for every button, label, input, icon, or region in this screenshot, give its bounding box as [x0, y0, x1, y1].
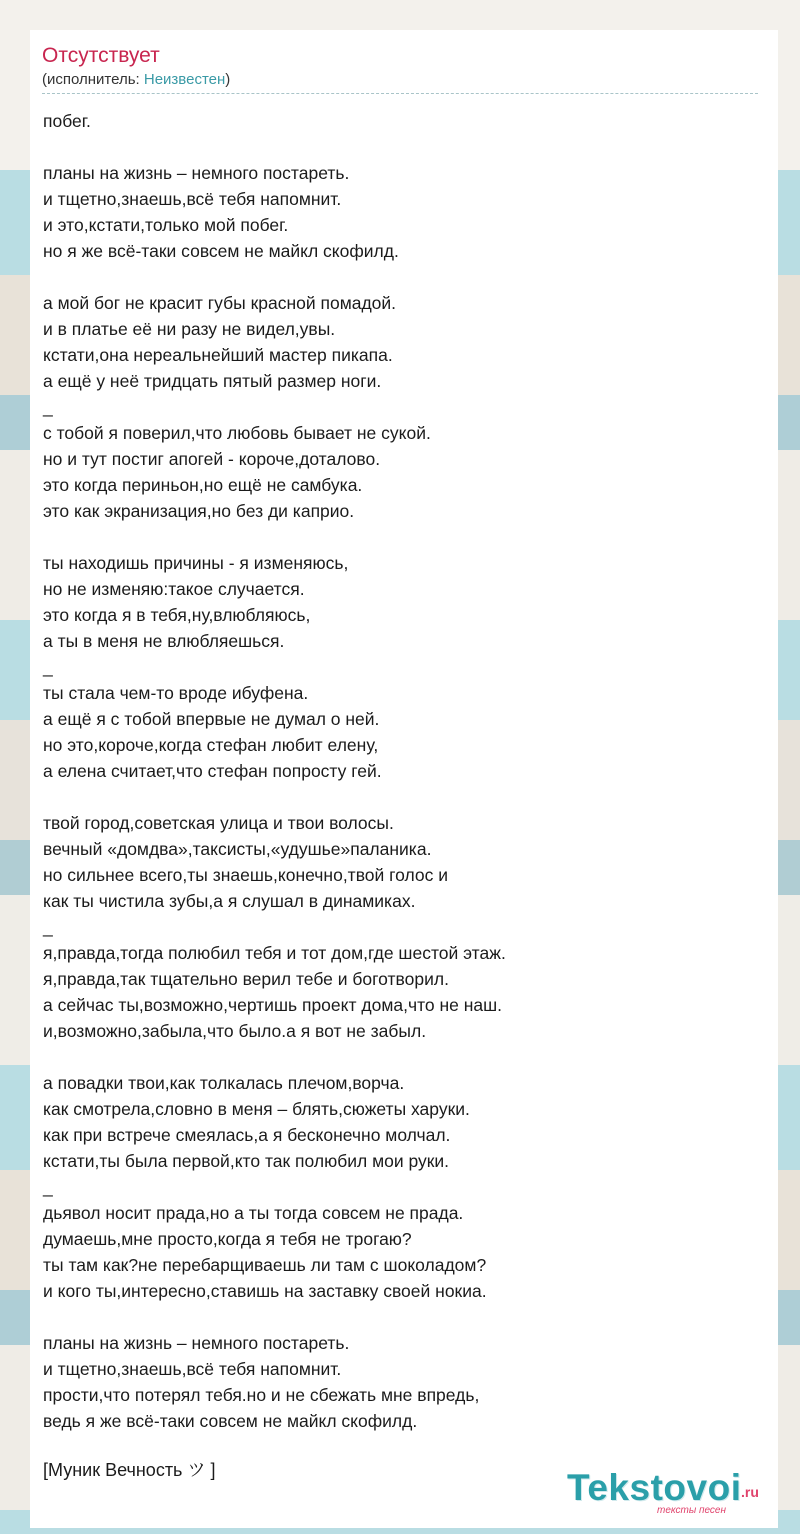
- artist-link[interactable]: Неизвестен: [143, 71, 226, 88]
- artist-prefix: (исполнитель:: [42, 71, 144, 88]
- song-header: [42, 42, 758, 94]
- lyrics-signature: [Муник Вечность ツ ]: [43, 1460, 216, 1480]
- song-title: Отсутствует: [42, 44, 160, 67]
- logo-tld: .ru: [741, 1484, 759, 1500]
- artist-suffix: ): [225, 71, 231, 88]
- lyrics-text: побег. планы на жизнь – немного постареть. и тщетно,знаешь,всё тебя напомнит. и это,кстати,только мой побег. но я же всё-таки совсем не майкл скофилд. а мой бог не красит губы красной помадой. и в платье её ни разу не видел,увы. кстати,она нереальнейший мастер пикапа. а ещё у неё тридцать пятый размер ноги. _ с тобой я поверил,что любовь бывает не сукой. но и тут постиг апогей - короче,доталово. это когда периньон,но ещё не самбука. это как экранизация,но без ди каприо. ты находишь причины - я изменяюсь, но не изменяю:такое случается. это когда я в тебя,ну,влюбляюсь, а ты в меня не влюбляешься. _ ты стала чем-то вроде ибуфена. а ещё я с тобой впервые не думал о ней. но это,короче,когда стефан любит елену, а елена считает,что стефан попросту гей. твой город,советская улица и твои волосы. вечный «домдва»,таксисты,«удушье»паланика. но сильнее всего,ты знаешь,конечно,твой голос и как ты чистила зубы,а я слушал в динамиках. _ я,правда,тогда полюбил тебя и тот дом,где шестой этаж. я,правда,так тщательно верил тебе и боготворил. а сейчас ты,возможно,чертишь проект дома,что не наш. и,возможно,забыла,что было.а я вот не забыл. а повадки твои,как толкалась плечом,ворча. как смотрела,словно в меня – блять,сюжеты харуки. как при встрече смеялась,а я бесконечно молчал. кстати,ты была первой,кто так полюбил мои руки. _ дьявол носит прада,но а ты тогда совсем не прада. думаешь,мне просто,когда я тебя не трогаю? ты там как?не перебарщиваешь ли там с шоколадом? и кого ты,интересно,ставишь на заставку своей нокиа. планы на жизнь – немного постареть. и тщетно,знаешь,всё тебя напомнит. прости,что потерял тебя.но и не сбежать мне впредь, ведь я же всё-таки совсем не майкл скофилд.: [43, 111, 506, 1431]
- site-logo[interactable]: [567, 1467, 777, 1517]
- artist-line: [42, 70, 758, 94]
- logo-name: Tekstovoi: [567, 1467, 742, 1508]
- logo-tagline: тексты песен: [657, 1505, 726, 1516]
- lyrics-card: [30, 30, 778, 1528]
